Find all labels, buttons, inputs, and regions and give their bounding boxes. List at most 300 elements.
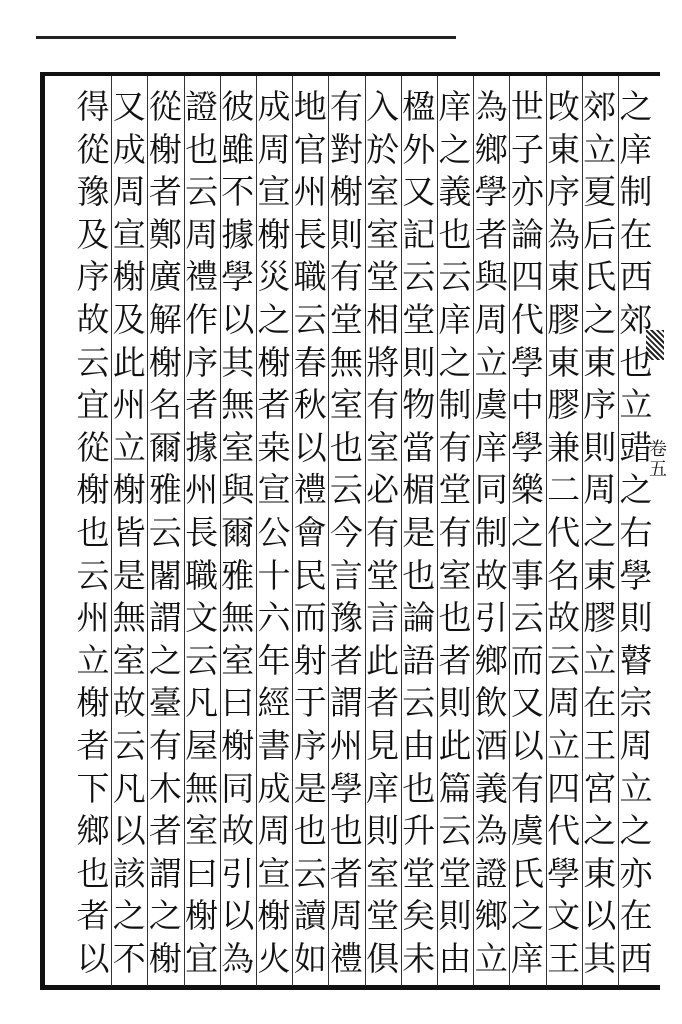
character: 序 <box>547 172 581 212</box>
character: 也 <box>185 129 219 169</box>
character: 有 <box>366 385 400 425</box>
character: 有 <box>148 725 182 765</box>
character: 在 <box>619 896 653 936</box>
character: 屋 <box>185 725 219 765</box>
character: 此 <box>366 640 400 680</box>
character: 序 <box>76 257 110 297</box>
character: 物 <box>402 385 436 425</box>
character: 立 <box>619 385 653 425</box>
character: 云 <box>438 811 472 851</box>
character: 有 <box>510 768 544 808</box>
character: 制 <box>438 385 472 425</box>
character: 故 <box>547 598 581 638</box>
character: 楹 <box>402 87 436 126</box>
character: 從 <box>76 427 110 467</box>
text-column <box>579 86 621 980</box>
character: 民 <box>293 555 327 595</box>
character: 庠 <box>366 768 400 808</box>
character: 者 <box>329 640 363 680</box>
character: 云 <box>112 725 146 765</box>
character: 此 <box>438 725 472 765</box>
character: 立 <box>474 342 508 382</box>
character: 則 <box>329 214 363 254</box>
character: 下 <box>76 768 110 808</box>
character: 之 <box>112 896 146 936</box>
character: 職 <box>293 257 327 297</box>
character: 云 <box>293 299 327 339</box>
character: 以 <box>583 896 617 936</box>
character: 言 <box>329 555 363 595</box>
side-label-char: 卷 <box>649 439 667 460</box>
character: 文 <box>185 598 219 638</box>
character: 者 <box>76 896 110 936</box>
character: 之 <box>583 811 617 851</box>
character: 世 <box>510 87 544 126</box>
character: 矣 <box>402 896 436 936</box>
character: 引 <box>221 853 255 893</box>
character: 制 <box>619 172 653 212</box>
character: 官 <box>293 129 327 169</box>
character: 代 <box>510 299 544 339</box>
character: 升 <box>402 811 436 851</box>
character: 見 <box>366 725 400 765</box>
character: 右 <box>619 512 653 552</box>
character: 為 <box>547 214 581 254</box>
character: 從 <box>76 129 110 169</box>
character: 堂 <box>366 555 400 595</box>
character: 同 <box>474 470 508 510</box>
character: 室 <box>366 853 400 893</box>
character: 年 <box>257 640 291 680</box>
character: 榭 <box>76 470 110 510</box>
character: 今 <box>329 512 363 552</box>
character: 也 <box>438 598 472 638</box>
character: 十 <box>257 555 291 595</box>
character: 凡 <box>112 768 146 808</box>
character: 事 <box>510 555 544 595</box>
character: 榭 <box>112 470 146 510</box>
character: 宣 <box>257 470 291 510</box>
character: 堂 <box>329 299 363 339</box>
character: 語 <box>402 640 436 680</box>
character: 之 <box>148 896 182 936</box>
character: 鄉 <box>474 640 508 680</box>
character: 周 <box>619 725 653 765</box>
character: 以 <box>221 299 255 339</box>
character: 周 <box>583 470 617 510</box>
character: 有 <box>329 257 363 297</box>
character: 榭 <box>221 725 255 765</box>
character: 將 <box>366 342 400 382</box>
character: 室 <box>221 640 255 680</box>
character: 當 <box>402 427 436 467</box>
character: 名 <box>148 385 182 425</box>
character: 制 <box>474 512 508 552</box>
character: 書 <box>257 725 291 765</box>
character: 者 <box>148 811 182 851</box>
character: 義 <box>438 172 472 212</box>
character: 經 <box>257 683 291 723</box>
character: 以 <box>112 811 146 851</box>
character: 廣 <box>148 257 182 297</box>
character: 也 <box>438 214 472 254</box>
character: 以 <box>221 896 255 936</box>
character: 亦 <box>619 853 653 893</box>
character: 有 <box>366 512 400 552</box>
character: 子 <box>510 129 544 169</box>
character: 之 <box>510 512 544 552</box>
character: 六 <box>257 598 291 638</box>
text-column <box>615 86 657 980</box>
character: 豫 <box>329 598 363 638</box>
character: 膠 <box>583 598 617 638</box>
character: 周 <box>257 129 291 169</box>
character: 州 <box>329 725 363 765</box>
character: 由 <box>438 938 472 978</box>
character: 東 <box>547 129 581 169</box>
character: 室 <box>185 811 219 851</box>
character: 室 <box>366 214 400 254</box>
character: 相 <box>366 299 400 339</box>
character: 室 <box>112 640 146 680</box>
character: 桒 <box>257 427 291 467</box>
character: 夏 <box>583 172 617 212</box>
character: 者 <box>185 385 219 425</box>
text-column <box>289 86 331 980</box>
character: 該 <box>112 853 146 893</box>
text-column <box>434 86 476 980</box>
character: 周 <box>547 683 581 723</box>
character: 云 <box>76 342 110 382</box>
character: 者 <box>329 853 363 893</box>
character: 謂 <box>329 683 363 723</box>
character: 郊 <box>583 87 617 126</box>
character: 也 <box>76 853 110 893</box>
character: 也 <box>293 811 327 851</box>
character: 東 <box>547 257 581 297</box>
character: 也 <box>619 342 653 382</box>
character: 則 <box>366 811 400 851</box>
character: 楣 <box>402 470 436 510</box>
character: 有 <box>438 427 472 467</box>
character: 室 <box>438 555 472 595</box>
character: 州 <box>293 172 327 212</box>
character: 亦 <box>510 172 544 212</box>
text-column <box>144 86 186 980</box>
character: 云 <box>329 470 363 510</box>
character: 豫 <box>76 172 110 212</box>
text-column <box>362 86 404 980</box>
character: 又 <box>112 87 146 126</box>
character: 闍 <box>148 555 182 595</box>
character: 木 <box>148 768 182 808</box>
character: 之 <box>148 640 182 680</box>
character: 及 <box>112 299 146 339</box>
character: 則 <box>583 427 617 467</box>
character: 云 <box>510 598 544 638</box>
character: 是 <box>293 768 327 808</box>
character: 及 <box>76 214 110 254</box>
character: 學 <box>547 853 581 893</box>
text-column <box>470 86 512 980</box>
character: 故 <box>474 555 508 595</box>
character: 堂 <box>402 853 436 893</box>
character: 不 <box>221 172 255 212</box>
character: 虞 <box>474 385 508 425</box>
character: 成 <box>257 768 291 808</box>
character: 爾 <box>148 427 182 467</box>
character: 序 <box>583 385 617 425</box>
character: 州 <box>185 470 219 510</box>
character: 鄉 <box>76 811 110 851</box>
character: 無 <box>221 385 255 425</box>
character: 立 <box>112 427 146 467</box>
character: 未 <box>402 938 436 978</box>
character: 庠 <box>619 129 653 169</box>
character: 室 <box>366 172 400 212</box>
character: 東 <box>583 342 617 382</box>
character: 如 <box>293 938 327 978</box>
character: 會 <box>293 512 327 552</box>
character: 樂 <box>510 470 544 510</box>
character: 由 <box>402 725 436 765</box>
character: 東 <box>547 342 581 382</box>
character: 榭 <box>148 129 182 169</box>
character: 與 <box>474 257 508 297</box>
character: 秋 <box>293 385 327 425</box>
character: 在 <box>583 683 617 723</box>
character: 必 <box>366 470 400 510</box>
character: 禮 <box>185 257 219 297</box>
character: 有 <box>329 87 363 126</box>
character: 立 <box>619 768 653 808</box>
character: 與 <box>221 470 255 510</box>
character: 膠 <box>547 299 581 339</box>
text-column <box>506 86 548 980</box>
side-label-char: 五 <box>649 459 667 480</box>
character: 堂 <box>438 853 472 893</box>
text-column <box>217 86 259 980</box>
character: 又 <box>510 683 544 723</box>
character: 長 <box>185 512 219 552</box>
character: 成 <box>257 87 291 126</box>
character: 據 <box>221 214 255 254</box>
character: 讀 <box>293 896 327 936</box>
character: 雖 <box>221 129 255 169</box>
character: 云 <box>547 640 581 680</box>
character: 立 <box>547 725 581 765</box>
character: 名 <box>547 555 581 595</box>
character: 堂 <box>366 896 400 936</box>
character: 則 <box>619 598 653 638</box>
character: 災 <box>257 257 291 297</box>
character: 而 <box>510 640 544 680</box>
character: 宣 <box>257 853 291 893</box>
character: 為 <box>221 938 255 978</box>
character: 榭 <box>185 896 219 936</box>
character: 者 <box>474 214 508 254</box>
character: 則 <box>402 342 436 382</box>
character: 立 <box>583 640 617 680</box>
character: 榭 <box>148 342 182 382</box>
character: 州 <box>112 385 146 425</box>
character: 於 <box>366 129 400 169</box>
text-column <box>398 86 440 980</box>
character: 之 <box>619 470 653 510</box>
character: 又 <box>402 172 436 212</box>
character: 氏 <box>583 257 617 297</box>
character: 宜 <box>185 938 219 978</box>
character: 之 <box>619 87 653 126</box>
character: 則 <box>438 683 472 723</box>
character: 鄭 <box>148 214 182 254</box>
character: 王 <box>547 938 581 978</box>
character: 周 <box>329 896 363 936</box>
character: 室 <box>366 427 400 467</box>
character: 職 <box>185 555 219 595</box>
character: 春 <box>293 342 327 382</box>
text-column <box>543 86 585 980</box>
character: 之 <box>583 299 617 339</box>
character: 于 <box>293 683 327 723</box>
character: 為 <box>474 811 508 851</box>
character: 室 <box>221 427 255 467</box>
character: 代 <box>547 811 581 851</box>
character: 氏 <box>510 853 544 893</box>
character: 者 <box>257 385 291 425</box>
character: 據 <box>185 427 219 467</box>
character: 論 <box>402 598 436 638</box>
top-rule <box>36 36 456 39</box>
character: 二 <box>547 470 581 510</box>
character: 學 <box>329 768 363 808</box>
character: 郊 <box>619 299 653 339</box>
character: 者 <box>438 640 472 680</box>
character: 榭 <box>148 938 182 978</box>
character: 攺 <box>547 87 581 126</box>
character: 是 <box>402 512 436 552</box>
character: 四 <box>510 257 544 297</box>
character: 曰 <box>185 853 219 893</box>
character: 證 <box>185 87 219 126</box>
character: 論 <box>510 214 544 254</box>
character: 四 <box>547 768 581 808</box>
character: 云 <box>438 257 472 297</box>
character: 東 <box>583 853 617 893</box>
character: 不 <box>112 938 146 978</box>
character: 在 <box>619 214 653 254</box>
character: 長 <box>293 214 327 254</box>
character: 作 <box>185 299 219 339</box>
character: 䜺 <box>619 427 653 467</box>
character: 彼 <box>221 87 255 126</box>
character: 篇 <box>438 768 472 808</box>
character: 瞽 <box>619 640 653 680</box>
character: 對 <box>329 129 363 169</box>
character: 俱 <box>366 938 400 978</box>
character: 是 <box>112 555 146 595</box>
character: 飲 <box>474 683 508 723</box>
character: 也 <box>402 768 436 808</box>
character: 學 <box>474 172 508 212</box>
character: 周 <box>474 299 508 339</box>
character: 解 <box>148 299 182 339</box>
character: 鄉 <box>474 129 508 169</box>
text-column <box>325 86 367 980</box>
character: 引 <box>474 598 508 638</box>
text-column <box>253 86 295 980</box>
text-column <box>108 86 150 980</box>
character: 中 <box>510 385 544 425</box>
character: 也 <box>76 512 110 552</box>
character: 學 <box>221 257 255 297</box>
character: 故 <box>221 811 255 851</box>
character: 雅 <box>148 470 182 510</box>
character: 射 <box>293 640 327 680</box>
character: 宜 <box>76 385 110 425</box>
character: 臺 <box>148 683 182 723</box>
character: 無 <box>329 342 363 382</box>
character: 其 <box>221 342 255 382</box>
character: 禮 <box>293 470 327 510</box>
character: 堂 <box>438 470 472 510</box>
character: 云 <box>185 640 219 680</box>
character: 者 <box>366 683 400 723</box>
character: 之 <box>438 342 472 382</box>
character: 也 <box>402 555 436 595</box>
character: 同 <box>221 768 255 808</box>
character: 記 <box>402 214 436 254</box>
character: 有 <box>438 512 472 552</box>
character: 以 <box>76 938 110 978</box>
character: 火 <box>257 938 291 978</box>
character: 庠 <box>438 87 472 126</box>
character: 云 <box>148 512 182 552</box>
character: 為 <box>474 87 508 126</box>
character: 曰 <box>221 683 255 723</box>
character: 榭 <box>76 683 110 723</box>
character: 謂 <box>148 598 182 638</box>
character: 之 <box>510 896 544 936</box>
character: 言 <box>366 598 400 638</box>
character: 者 <box>76 725 110 765</box>
character: 榭 <box>257 896 291 936</box>
character: 榭 <box>112 257 146 297</box>
character: 云 <box>402 257 436 297</box>
character: 代 <box>547 512 581 552</box>
character: 序 <box>293 725 327 765</box>
character: 庠 <box>510 938 544 978</box>
character: 兼 <box>547 427 581 467</box>
character: 榭 <box>329 172 363 212</box>
character: 之 <box>257 299 291 339</box>
character: 立 <box>76 640 110 680</box>
character: 堂 <box>366 257 400 297</box>
character: 無 <box>185 768 219 808</box>
character: 東 <box>583 555 617 595</box>
character: 州 <box>76 598 110 638</box>
text-column <box>181 86 223 980</box>
character: 西 <box>619 257 653 297</box>
character: 膠 <box>547 385 581 425</box>
character: 無 <box>221 598 255 638</box>
character: 周 <box>112 172 146 212</box>
character: 榭 <box>257 214 291 254</box>
character: 入 <box>366 87 400 126</box>
character: 而 <box>293 598 327 638</box>
character: 云 <box>185 172 219 212</box>
character: 文 <box>547 896 581 936</box>
